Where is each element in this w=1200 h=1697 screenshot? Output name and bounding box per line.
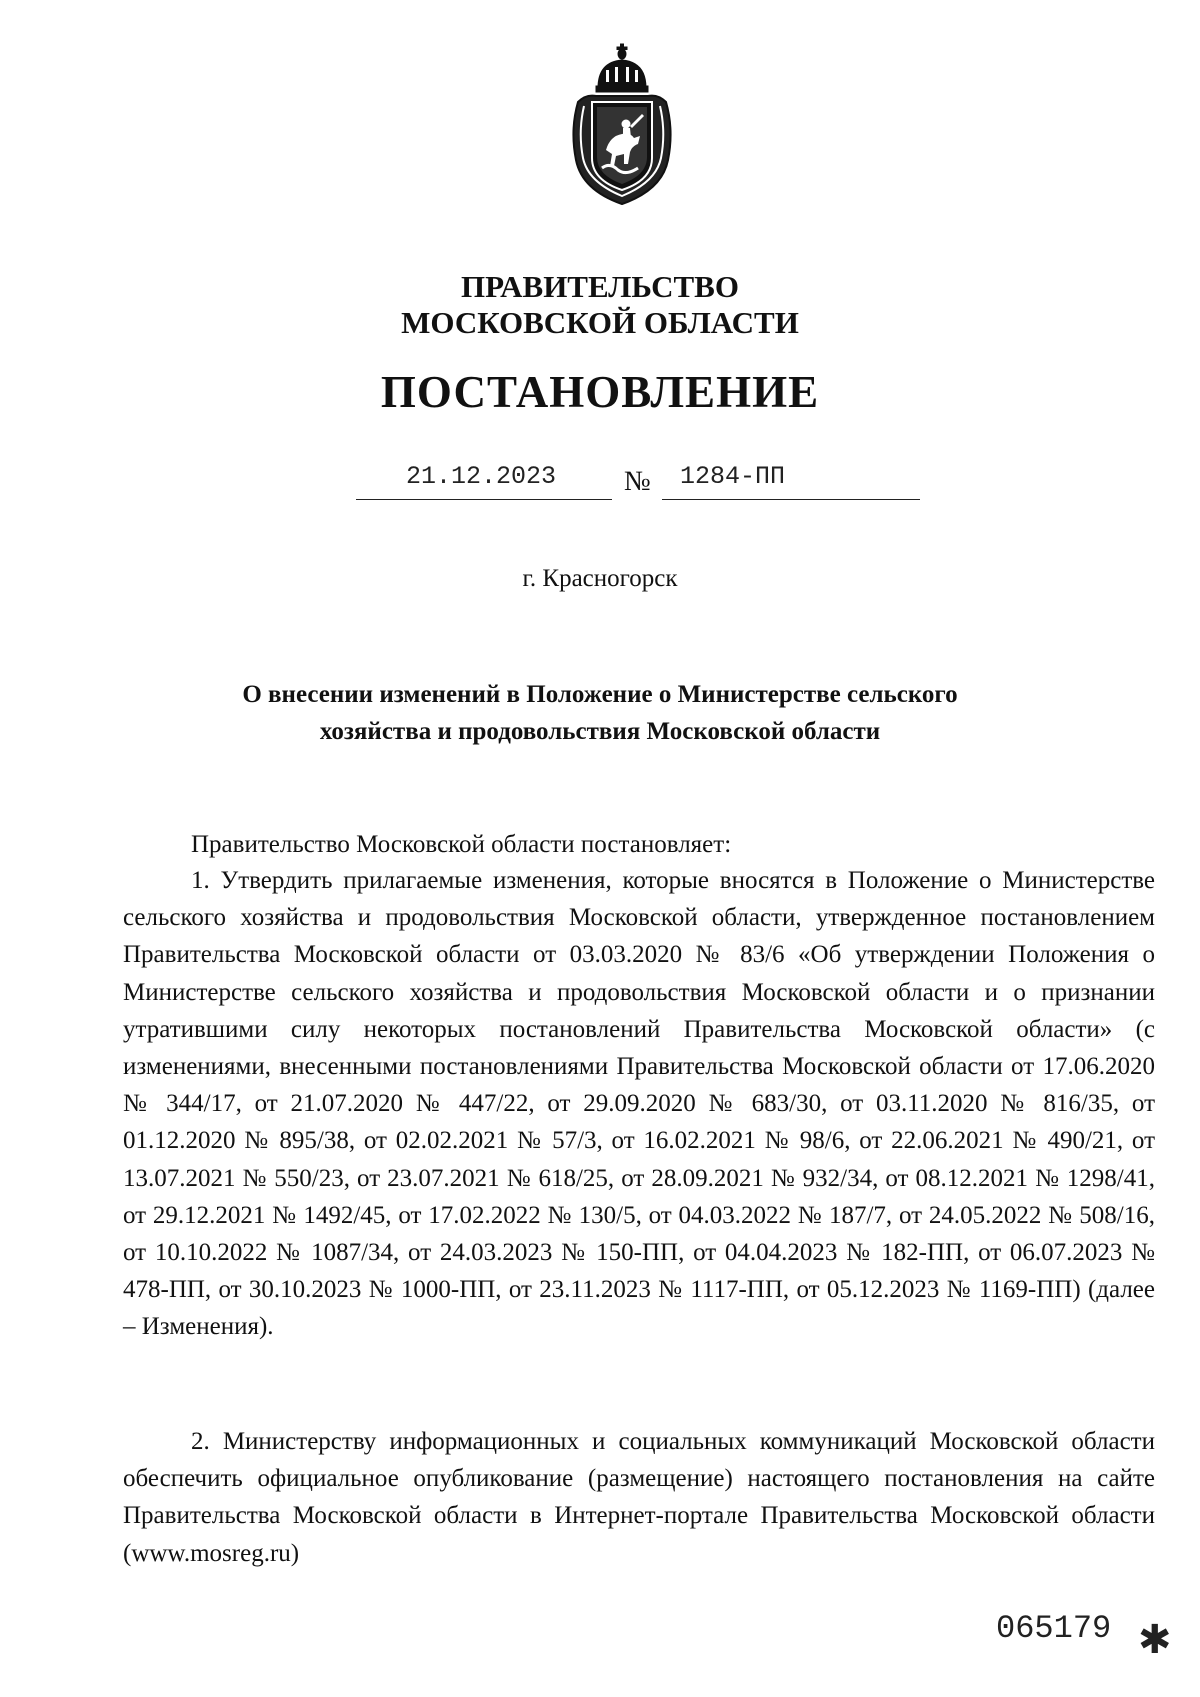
intro-paragraph: Правительство Московской области постановляет: <box>191 831 732 858</box>
city-line: г. Красногорск <box>522 565 678 592</box>
subject-line1: О внесении изменений в Положение о Министерстве сельского <box>242 681 958 708</box>
document-type-title: ПОСТАНОВЛЕНИЕ <box>380 367 820 417</box>
document-number: 1284-ПП <box>680 462 786 491</box>
paragraph-item-2: 2. Министерству информационных и социальных коммуникаций Московской области обеспечить официальное опубликование (размещение) настоящего постановления на сайте Правительства Московской области в Интернет-портале Правительства Московской области (www.mosreg.ru) <box>123 1428 1155 1567</box>
org-name-line1: ПРАВИТЕЛЬСТВО <box>461 269 739 304</box>
document-serial-number: 065179 <box>996 1610 1112 1647</box>
paragraph-item-1: 1. Утвердить прилагаемые изменения, которые вносятся в Положение о Министерстве сельского хозяйства и продовольствия Московской области, утвержденное постановлением Правительства Московской области от 03.03.2020 № 83/6 «Об утверждении Положения о Министерстве сельского хозяйства и продовольствия Московской области и о признании утратившими силу некоторых постановлений Правительства Московской области» (с изменениями, внесенными постановлениями Правительства Московской области от 17.06.2020 № 344/17, от 21.07.2020 № 447/22, от 29.09.2020 № 683/30, от 03.11.2020 № 816/35, от 01.12.2020 № 895/38, от 02.02.2021 № 57/3, от 16.02.2021 № 98/6, от 22.06.2021 № 490/21, от 13.07.2021 № 550/23, от 23.07.2021 № 618/25, от 28.09.2021 № 932/34, от 08.12.2021 № 1298/41, от 29.12.2021 № 1492/45, от 17.02.2022 № 130/5, от 04.03.2022 № 187/7, от 24.05.2022 № 508/16, от 10.10.2022 № 1087/34, от 24.03.2023 № 150-ПП, от 04.04.2023 № 182-ПП, от 06.07.2023 № 478-ПП, от 30.10.2023 № 1000-ПП, от 23.11.2023 № 1117-ПП, от 05.12.2023 № 1169-ПП) (далее – Изменения). <box>123 867 1155 1341</box>
org-name-line2: МОСКОВСКОЙ ОБЛАСТИ <box>401 305 799 340</box>
coat-of-arms-emblem <box>568 40 676 210</box>
number-sign: № <box>624 466 651 497</box>
document-date: 21.12.2023 <box>406 462 557 491</box>
subject-line2: хозяйства и продовольствия Московской области <box>319 718 881 745</box>
document-subject <box>0 676 1200 750</box>
number-underline <box>662 499 920 500</box>
date-underline <box>356 499 612 500</box>
asterisk-mark: ✱ <box>1138 1617 1172 1662</box>
